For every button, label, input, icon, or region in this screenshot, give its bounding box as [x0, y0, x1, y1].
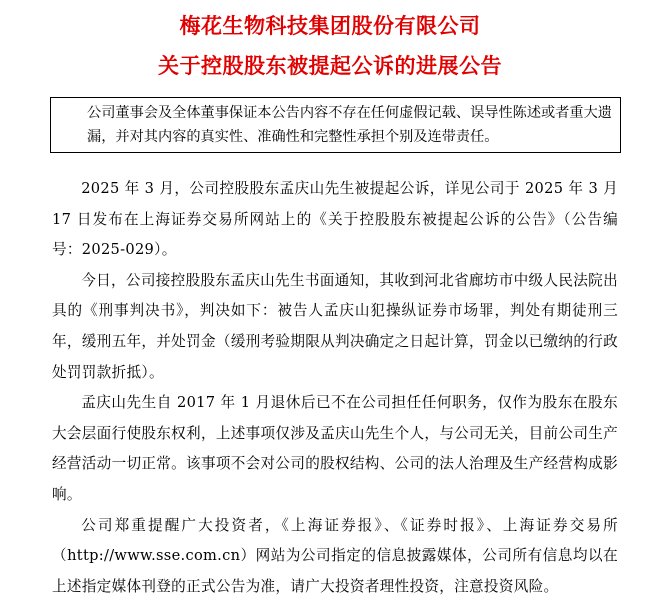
announcement-title: 关于控股股东被提起公诉的进展公告 [158, 54, 502, 78]
company-name: 梅花生物科技集团股份有限公司 [179, 14, 481, 38]
paragraph-verdict: 今日，公司接控股股东孟庆山先生书面通知，其收到河北省廊坊市中级人民法院出具的《刑事判决书》，判决如下：被告人孟庆山犯操纵证券市场罪，判处有期徒刑三年，缓刑五年，并处罚金（缓刑考验期限从判决确定之日起计算，罚金以已缴纳的行政处罚罚款折抵）。 [52, 271, 618, 381]
disclaimer-box [50, 97, 621, 153]
disclaimer-text: 公司董事会及全体董事保证本公告内容不存在任何虚假记载、误导性陈述或者重大遗漏，并对其内容的真实性、准确性和完整性承担个别及连带责任。 [87, 105, 612, 145]
paragraph-prior-notice: 2025 年 3 月，公司控股股东孟庆山先生被提起公诉，详见公司于 2025 年 3 月 17 日发布在上海证券交易所网站上的《关于控股股东被提起公诉的公告》（公告编号：2025-029）。 [52, 180, 618, 259]
announcement-body [52, 174, 618, 602]
paragraph-company-impact: 孟庆山先生自 2017 年 1 月退休后已不在公司担任任何职务，仅作为股东在股东大会层面行使股东权利，上述事项仅涉及孟庆山先生个人，与公司无关，目前公司生产经营活动一切正常。该事项不会对公司的股权结构、公司的法人治理及生产经营构成影响。 [52, 394, 618, 503]
paragraph-investor-reminder: 公司郑重提醒广大投资者，《上海证券报》、《证券时报》、上海证券交易所（http://www.sse.com.cn）网站为公司指定的信息披露媒体，公司所有信息均以在上述指定媒体刊登的正式公告为准，请广大投资者理性投资，注意投资风险。 [52, 516, 618, 595]
